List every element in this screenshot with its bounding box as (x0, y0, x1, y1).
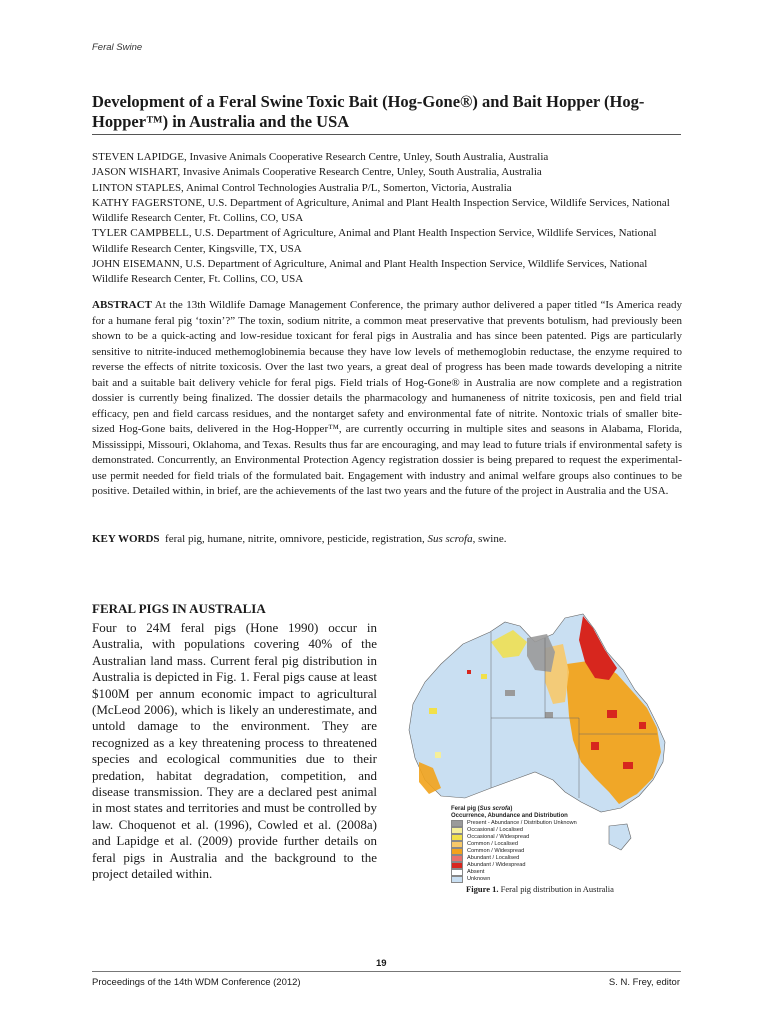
legend-title: Feral pig (Sus scrofa) (451, 806, 513, 812)
author-list (92, 150, 682, 288)
occasional-patch (435, 752, 441, 758)
legend-item: Abundant / Localised (451, 855, 601, 862)
legend-swatch (451, 820, 463, 827)
footer-divider (92, 971, 681, 972)
abundant-patch (623, 762, 633, 769)
keywords-text: feral pig, humane, nitrite, omnivore, pesticide, registration, (165, 533, 425, 545)
present-patch (505, 690, 515, 696)
legend-item: Absent (451, 869, 601, 876)
legend-item: Common / Widespread (451, 848, 601, 855)
running-head: Feral Swine (92, 42, 143, 53)
section-heading: FERAL PIGS IN AUSTRALIA (92, 601, 266, 616)
paper-title: Development of a Feral Swine Toxic Bait (Hog-Gone®) and Bait Hopper (Hog-Hopper™) in Australia and the USA (92, 92, 645, 131)
page-number: 19 (376, 958, 387, 969)
legend-item: Unknown (451, 876, 601, 883)
legend-item: Occasional / Widespread (451, 834, 601, 841)
legend-item: Occasional / Localised (451, 827, 601, 834)
footer-editor: S. N. Frey, editor (608, 977, 680, 988)
keywords-text-end: , swine. (472, 533, 507, 545)
keywords-scientific-name: Sus scrofa (427, 533, 473, 545)
legend-swatch (451, 876, 463, 883)
figure-caption-label: Figure 1. (466, 884, 499, 894)
legend-item: Present - Abundance / Distribution Unknown (451, 820, 601, 827)
legend-swatch (451, 827, 463, 834)
title-divider (92, 134, 681, 135)
legend-swatch (451, 848, 463, 855)
legend-swatch (451, 841, 463, 848)
abstract (92, 298, 682, 500)
abstract-text: At the 13th Wildlife Damage Management Conference, the primary author delivered a paper titled “Is America ready for a humane feral pig ‘toxin’?” The toxin, sodium nitrite, a common meat preservative that prevents botulism, had previously been shown to be a quick-acting and low-residue toxicant for feral pigs in Australia and has since been patented. Pigs are particularly sensitive to nitrite-induced methemoglobinemia because they have low levels of methemoglobin reductase, the enzyme required to reverse the effects of nitrite toxicosis. Over the last two years, a great deal of progress has been made towards developing a nitrite bait and a suitable bait delivery vehicle for feral pigs. Field trials of Hog-Gone® in Australia are now complete and a registration dossier is currently being finalized. The dossier details the pharmacology and humaneness of nitrite toxicosis, pen and field trial efficacy, pen and field carcass residues, and the nontarget safety and environmental fate of nitrite. Nontoxic trials of smaller bite-sized Hog-Gone baits, delivered in the Hog-Hopper™, are currently occurring in multiple sites and seasons in Alabama, Florida, Mississippi, Missouri, Oklahoma, and Texas. Results thus far are encouraging, and may lead to future trials if environmental safety is demonstrated. Concurrently, an Environmental Protection Agency registration dossier is being prepared to request the experimental-use permit needed for field trials of the formulated bait. Engagement with industry and animal welfare groups also continues to be positive. Detailed within, in brief, are the achievements of the last two years and the future of the project in Australia and the USA. (92, 299, 682, 497)
legend-item: Common / Localised (451, 841, 601, 848)
abundant-patch (607, 710, 617, 718)
figure-1 (395, 612, 685, 882)
legend-swatch (451, 834, 463, 841)
author-entry: JASON WISHART, Invasive Animals Cooperative Research Centre, Unley, South Australia, Australia (92, 166, 542, 179)
map-legend (451, 806, 601, 883)
abstract-label: ABSTRACT (92, 299, 152, 311)
legend-item: Abundant / Widespread (451, 862, 601, 869)
author-entry: LINTON STAPLES, Animal Control Technologies Australia P/L, Somerton, Victoria, Australia (92, 181, 512, 194)
legend-swatch (451, 855, 463, 862)
section-body: Four to 24M feral pigs (Hone 1990) occur in Australia, with populations covering 40% of the Australian land mass. Current feral pig distribution in Australia is depicted in Fig. 1. Feral pigs cause at least $100M per annum economic impact to agricultural (McLeod 2006), which is likely an underestimate, and untold damage to the environment. They are recognized as a key threatening process to threatened species and ecological communities due to their predation, habitat degradation, competition, and disease transmission. They are a declared pest animal in most states and territories and must be controlled by law. Choquenot et al. (1996), Cowled et al. (2008a) and Lapidge et al. (2009) provide further details on feral pigs in Australia and the background to the project detailed within. (92, 620, 377, 882)
author-entry: STEVEN LAPIDGE, Invasive Animals Cooperative Research Centre, Unley, South Australia, Australia (92, 151, 549, 163)
footer-proceedings: Proceedings of the 14th WDM Conference (2012) (92, 977, 301, 988)
legend-subtitle: Occurrence, Abundance and Distribution (451, 813, 568, 819)
abundant-patch (591, 742, 599, 750)
tasmania (609, 824, 631, 850)
present-patch (545, 712, 553, 718)
occasional-patch (429, 708, 437, 714)
author-entry: KATHY FAGERSTONE, U.S. Department of Agriculture, Animal and Plant Health Inspection Service, Wildlife Services, National Wildlife Research Center, Ft. Collins, CO, USA (92, 196, 670, 225)
author-entry: JOHN EISEMANN, U.S. Department of Agriculture, Animal and Plant Health Inspection Service, Wildlife Services, National Wildlife Research Center, Ft. Collins, CO, USA (92, 258, 648, 286)
figure-caption (400, 884, 680, 894)
occasional-patch (481, 674, 487, 679)
figure-caption-text: Feral pig distribution in Australia (500, 884, 614, 894)
legend-swatch (451, 869, 463, 876)
keywords (92, 532, 682, 547)
keywords-label: KEY WORDS (92, 533, 160, 545)
author-entry: TYLER CAMPBELL, U.S. Department of Agriculture, Animal and Plant Health Inspection Service, Wildlife Services, National Wildlife Research Center, Kingsville, TX, USA (92, 227, 657, 255)
legend-swatch (451, 862, 463, 869)
abundant-patch (467, 670, 471, 674)
abundant-patch (639, 722, 646, 729)
